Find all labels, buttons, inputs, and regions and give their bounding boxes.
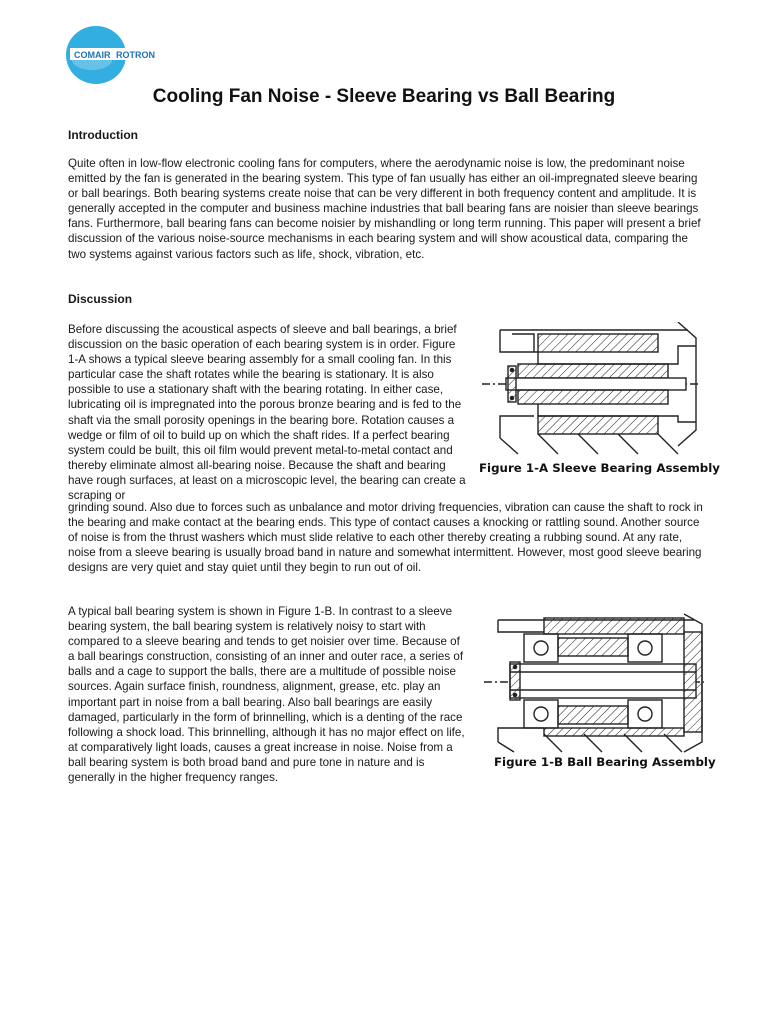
discussion-paragraph-1-wrap: Before discussing the acoustical aspects of sleeve and ball bearings, a brief discussion on the basic operation of each bearing system is in order. Figure 1-A shows a typical sleeve bearing assembly for a small cooling fan. In this particular case the shaft rotates while the bearing is stationary. It is also possible to use a stationary shaft with the bearing rotating. In either case, lubricating oil is impregnated into the porous bronze bearing and is fed to the shaft via the small porosity openings in the bearing bore. Rotation causes a wedge or film of oil to build up on which the shaft rides. If a perfect bearing system could be built, this oil film would prevent metal-to-metal contact and thereby eliminate almost all-bearing noise. Because the shaft and bearing have rough surfaces, at least on a microscopic level, the bearing can create a scraping or: [68, 323, 466, 503]
introduction-heading: Introduction: [68, 128, 138, 142]
comair-rotron-logo: [62, 24, 162, 86]
sleeve-bearing-diagram: [478, 322, 702, 458]
ball-bearing-diagram: [484, 612, 706, 754]
introduction-text: Quite often in low-flow electronic cooling fans for computers, where the aerodynamic noise is low, the predominant noise emitted by the fan is generated in the bearing system. This type of fan usually has either an oil-impregnated sleeve bearing or ball bearings. Both bearing systems create noise that can be very different in both frequency content and amplitude. It is generally accepted in the computer and business machine industries that ball bearing fans are noisier than sleeve bearings fans. Furthermore, ball bearing fans can become noisier by mishandling or long term running. This paper will present a brief discussion of the various noise-source mechanisms in each bearing system and will show acoustical data, comparing the two systems against various factors such as life, shock, vibration, etc.: [68, 157, 701, 261]
page-title: Cooling Fan Noise - Sleeve Bearing vs Ball Bearing: [152, 86, 616, 107]
svg-text:ROTRON: ROTRON: [116, 50, 155, 60]
figure-1b-caption: Figure 1-B Ball Bearing Assembly: [494, 755, 716, 769]
discussion-heading: Discussion: [68, 292, 133, 306]
discussion-paragraph-2: A typical ball bearing system is shown in Figure 1-B. In contrast to a sleeve bearing system, the ball bearing system is relatively noisy to start with compared to a sleeve bearing and tends to get noisier over time. Because of a ball bearings construction, consisting of an inner and outer race, a series of balls and a cage to support the balls, there are a multitude of possible noise sources. Again surface finish, roundness, alignment, grease, etc. play an important part in noise from a ball bearing. Also ball bearings are easily damaged, particularly in the form of brinnelling, which is a denting of the race following a shock load. This brinnelling, although it has no major effect on life, at comparatively light loads, causes a great increase in noise. Noise from a ball bearing system is both broad band and pure tone in nature and is generally in the higher frequency ranges.: [68, 605, 465, 785]
figure-1a-caption: Figure 1-A Sleeve Bearing Assembly: [479, 461, 720, 475]
discussion-paragraph-1-continued: grinding sound. Also due to forces such as unbalance and motor driving frequencies, vibration can cause the shaft to rock in the bearing and make contact at the bearing ends. This type of contact causes a knocking or rattling sound. Another source of noise is from the thrust washers which must slide relative to each other thereby creating a rubbing sound. At any rate, noise from a sleeve bearing is usually broad band in nature and somewhat intermittent. However, most good sleeve bearing designs are very quiet and stay quiet until they begin to run out of oil.: [68, 501, 703, 575]
svg-text:COMAIR: COMAIR: [74, 50, 111, 60]
